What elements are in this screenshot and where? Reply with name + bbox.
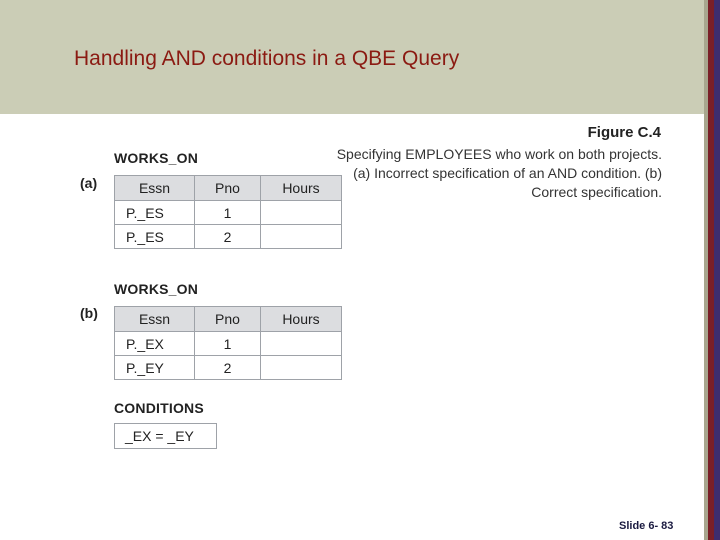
column-header: Hours <box>261 176 342 201</box>
decorative-stripe-purple <box>714 0 720 540</box>
table-row <box>115 356 342 380</box>
table-cell: P._ES <box>115 225 195 249</box>
conditions-heading: CONDITIONS <box>114 400 204 416</box>
table-cell <box>261 332 342 356</box>
table-cell <box>261 225 342 249</box>
table-b-name: WORKS_ON <box>114 281 199 297</box>
table-cell: P._EY <box>115 356 195 380</box>
column-header: Hours <box>261 307 342 332</box>
table-header-row <box>115 176 342 201</box>
table-cell: 1 <box>195 332 261 356</box>
conditions-box: _EX = _EY <box>114 423 217 449</box>
table-cell <box>261 356 342 380</box>
part-a-label: (a) <box>80 175 98 191</box>
works-on-table-b <box>114 306 342 380</box>
column-header: Pno <box>195 176 261 201</box>
table-row <box>115 201 342 225</box>
table-cell: 1 <box>195 201 261 225</box>
table-cell <box>261 201 342 225</box>
table-cell: 2 <box>195 225 261 249</box>
figure-caption: Specifying EMPLOYEES who work on both projects. (a) Incorrect specification of an AND condition. (b) Correct specification. <box>336 146 662 200</box>
table-row <box>115 332 342 356</box>
column-header: Essn <box>115 307 195 332</box>
table-cell: P._EX <box>115 332 195 356</box>
column-header: Essn <box>115 176 195 201</box>
works-on-table-a <box>114 175 342 249</box>
table-row <box>115 225 342 249</box>
table-cell: 2 <box>195 356 261 380</box>
part-b-label: (b) <box>80 305 98 321</box>
slide-number: Slide 6- 83 <box>619 520 674 532</box>
table-a-name: WORKS_ON <box>114 150 199 166</box>
table-cell: P._ES <box>115 201 195 225</box>
column-header: Pno <box>195 307 261 332</box>
table-header-row <box>115 307 342 332</box>
slide-title: Handling AND conditions in a QBE Query <box>74 47 460 70</box>
figure-title: Figure C.4 <box>587 124 661 141</box>
